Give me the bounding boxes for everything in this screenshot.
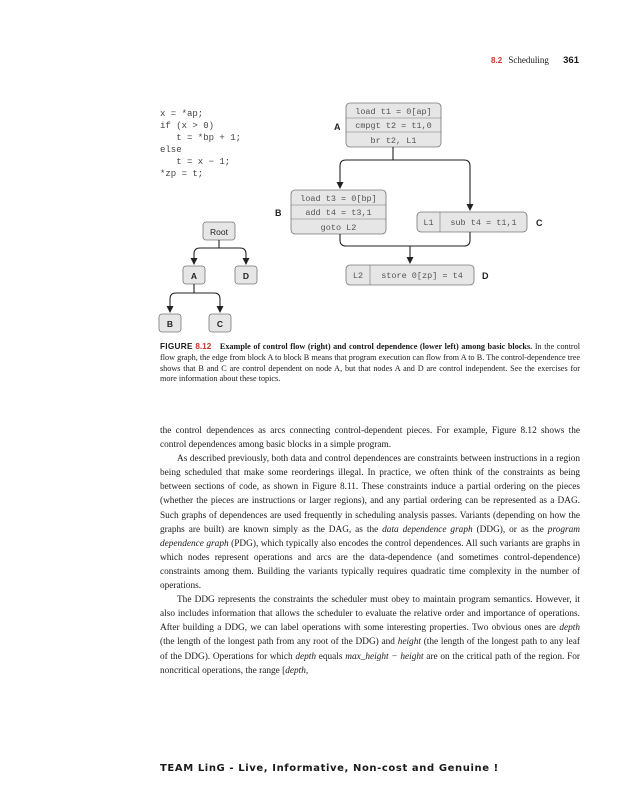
figure-diagram [0,0,635,340]
page-number: 361 [563,55,579,66]
block-b-label: B [275,208,282,218]
cd-c-label: C [216,319,224,329]
paragraph-text: (PDG), which typically also encodes the control dependences. All such variants are graphs in which nodes represent operations and arcs are the data-dependence (and sometimes control-dependence) constraints among them. Building the variants typically requires quadratic time complexity in the number of operations. [160,538,580,592]
caption-figure-word: FIGURE [160,342,193,351]
block-c-label: C [536,218,543,228]
paragraph-text: As described previously, both data and control dependences are constraints between instructions in a region being scheduled that make some reorderings illegal. In practice, we often think of the constraints as being between sections of code, as shown in Figure 8.11. These constraints induce a partial ordering on the pieces (whether the pieces are instructions or larger regions), and any partial ordering can be represented as a DAG. Such graphs of dependences are used frequently in scheduling analysis passes. Variants (depending on how the graphs are built) are known simply as the DAG, as the [160,454,580,535]
paragraph-text: equals [316,651,346,662]
paragraph-text: The DDG represents the constraints the scheduler must obey to maintain program semantics. However, it also includes information that allows the scheduler to evaluate the relative order and importance of operations. After building a DDG, we can label operations with some interesting properties. Two obvious ones are [160,595,580,634]
code-line: x = *ap; [160,109,204,119]
emphasis: depth, [285,665,309,676]
footer-banner: TEAM LinG - Live, Informative, Non-cost and Genuine ! [160,763,499,774]
cd-edge-a-b [170,293,194,312]
caption-title: Example of control flow (right) and control dependence (lower left) among basic blocks. [219,342,533,351]
block-b-instr: load t3 = 0[bp] [300,194,377,204]
emphasis: depth [559,623,580,634]
cd-edge-root-a [194,248,219,264]
cfg-block-c [417,212,527,232]
figure-caption [160,342,580,385]
block-c-tag: L1 [423,218,434,228]
cd-edge-a-c [194,293,220,312]
code-line: else [160,145,182,155]
block-a-instr: load t1 = 0[ap] [355,107,432,117]
edge-a-to-c [393,160,470,210]
paragraph-text: (the length of the longest path to any leaf of the DDG). Operations for which [160,637,580,662]
body-text [160,424,580,678]
edge-a-to-b [340,147,393,188]
block-c-instr: sub t4 = t1,1 [450,218,517,228]
block-a-instr: cmpgt t2 = t1,0 [355,121,432,131]
header-section-title: Scheduling [508,55,549,65]
code-line: *zp = t; [160,169,204,179]
paragraph-text: (the length of the longest path from any root of the DDG) and [160,637,398,648]
emphasis: max_height − height [345,651,424,662]
block-d-tag: L2 [352,271,364,281]
emphasis: height [397,637,421,648]
emphasis: program dependence graph [160,524,580,549]
block-a-instr: br t2, L1 [370,136,417,146]
emphasis: depth [295,651,317,662]
cfg-block-a [346,103,441,147]
block-a-label: A [334,122,341,132]
cd-b-label: B [166,319,174,329]
caption-text: In the control flow graph, the edge from block A to block B means that program execution can flow from A to B. The control-dependence tree shows that B and C are control dependent on node A, but that nodes A and D are control independent. See the exercises for more information about these topics. [160,342,581,384]
block-b-instr: add t4 = t3,1 [305,208,372,218]
caption-figure-number: 8.12 [195,342,212,351]
emphasis: data dependence graph [382,524,473,535]
block-d-label: D [482,271,489,281]
code-line: t = x − 1; [160,157,231,167]
paragraph-text: the control dependences as arcs connecting control-dependent pieces. For example, Figure 8.12 shows the control dependences among basic blocks in a simple program. [160,426,580,451]
cfg-block-b [291,190,386,234]
paragraph [160,424,580,452]
paragraph [160,452,580,593]
cd-tree [159,222,257,332]
block-d-instr: store 0[zp] = t4 [381,271,463,281]
code-line: t = *bp + 1; [160,133,242,143]
cfg-block-d [346,265,474,285]
cd-root-label: Root [210,227,228,237]
block-b-instr: goto L2 [320,223,357,233]
paragraph-text: are on the critical path of the region. For noncritical operations, the range [ [160,651,581,676]
cd-a-label: A [190,271,198,281]
header-section-number: 8.2 [491,56,503,65]
paragraph [160,593,580,678]
paragraph-text: (DDG), or as the [472,524,548,535]
cd-edge-root-d [219,248,246,264]
code-line: if (x > 0) [160,121,215,131]
cd-d-label: D [242,271,250,281]
